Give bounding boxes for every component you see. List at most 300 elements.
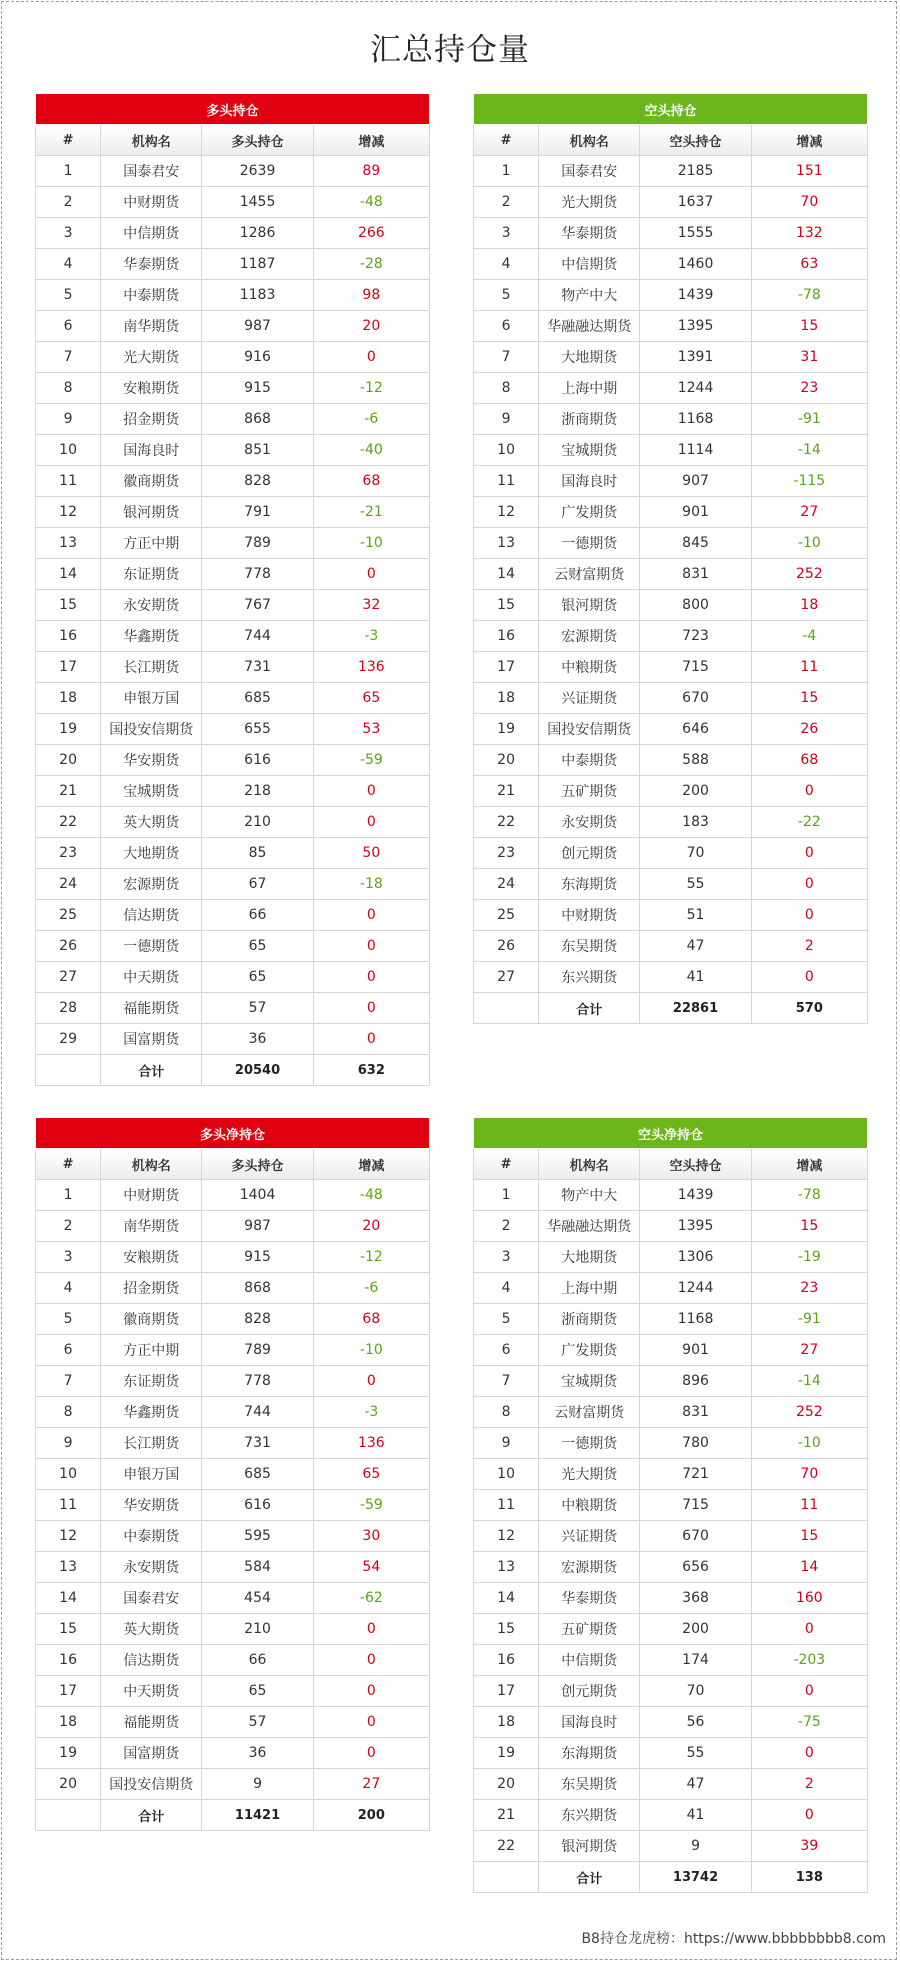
table-caption-row: [474, 94, 868, 125]
institution-cell: 大地期货: [539, 1242, 640, 1273]
change-cell: 70: [751, 187, 867, 218]
rank-cell: 18: [474, 1707, 539, 1738]
rank-cell: 23: [474, 838, 539, 869]
rank-cell: 20: [36, 1769, 101, 1800]
change-cell: 50: [313, 838, 429, 869]
institution-cell: 光大期货: [101, 342, 202, 373]
position-cell: 800: [640, 590, 751, 621]
total-row: [474, 1862, 868, 1893]
header-institution: 机构名: [101, 125, 202, 156]
rank-cell: 10: [474, 1459, 539, 1490]
position-cell: 218: [202, 776, 313, 807]
total-position: 20540: [202, 1055, 313, 1086]
table-row: [36, 1428, 430, 1459]
position-cell: 584: [202, 1552, 313, 1583]
total-change: 570: [751, 993, 867, 1024]
change-cell: 160: [751, 1583, 867, 1614]
institution-cell: 国投安信期货: [101, 1769, 202, 1800]
table-row: [474, 218, 868, 249]
table-caption-row: [36, 1118, 430, 1149]
position-cell: 454: [202, 1583, 313, 1614]
change-cell: -91: [751, 404, 867, 435]
change-cell: 0: [751, 869, 867, 900]
rank-cell: 21: [474, 776, 539, 807]
table-row: [474, 1242, 868, 1273]
institution-cell: 国泰君安: [101, 156, 202, 187]
position-cell: 66: [202, 900, 313, 931]
change-cell: -12: [313, 373, 429, 404]
institution-cell: 一德期货: [539, 1428, 640, 1459]
position-cell: 1555: [640, 218, 751, 249]
position-cell: 789: [202, 1335, 313, 1366]
table-row: [474, 1645, 868, 1676]
table-row: [474, 466, 868, 497]
position-cell: 65: [202, 962, 313, 993]
rank-cell: 17: [36, 652, 101, 683]
table-row: [36, 1242, 430, 1273]
rank-cell: 9: [36, 1428, 101, 1459]
change-cell: -12: [313, 1242, 429, 1273]
change-cell: 20: [313, 311, 429, 342]
table-caption: 空头净持仓: [474, 1118, 868, 1149]
rank-cell: 6: [474, 311, 539, 342]
table-row: [36, 1180, 430, 1211]
change-cell: 132: [751, 218, 867, 249]
change-cell: 0: [313, 559, 429, 590]
institution-cell: 华泰期货: [101, 249, 202, 280]
change-cell: -203: [751, 1645, 867, 1676]
change-cell: 68: [313, 466, 429, 497]
institution-cell: 大地期货: [539, 342, 640, 373]
institution-cell: 中天期货: [101, 962, 202, 993]
change-cell: 32: [313, 590, 429, 621]
rank-cell: 2: [36, 1211, 101, 1242]
position-cell: 901: [640, 1335, 751, 1366]
rank-cell: 4: [36, 1273, 101, 1304]
change-cell: -28: [313, 249, 429, 280]
position-cell: 1168: [640, 1304, 751, 1335]
institution-cell: 一德期货: [539, 528, 640, 559]
position-cell: 767: [202, 590, 313, 621]
change-cell: 23: [751, 373, 867, 404]
institution-cell: 宝城期货: [101, 776, 202, 807]
rank-cell: 22: [36, 807, 101, 838]
table-row: [36, 1707, 430, 1738]
institution-cell: 宏源期货: [101, 869, 202, 900]
institution-cell: 国海良时: [539, 466, 640, 497]
institution-cell: 中泰期货: [539, 745, 640, 776]
position-cell: 595: [202, 1521, 313, 1552]
table-caption-row: [36, 94, 430, 125]
change-cell: 70: [751, 1459, 867, 1490]
institution-cell: 招金期货: [101, 404, 202, 435]
table-row: [474, 1366, 868, 1397]
position-cell: 744: [202, 1397, 313, 1428]
change-cell: 0: [313, 900, 429, 931]
change-cell: 27: [751, 1335, 867, 1366]
table-row: [36, 962, 430, 993]
position-cell: 2185: [640, 156, 751, 187]
change-cell: -21: [313, 497, 429, 528]
position-cell: 731: [202, 652, 313, 683]
position-cell: 2639: [202, 156, 313, 187]
institution-cell: 华鑫期货: [101, 621, 202, 652]
change-cell: 0: [313, 776, 429, 807]
institution-cell: 上海中期: [539, 1273, 640, 1304]
change-cell: 26: [751, 714, 867, 745]
table-row: [474, 869, 868, 900]
total-row: [474, 993, 868, 1024]
position-cell: 65: [202, 1676, 313, 1707]
institution-cell: 中泰期货: [101, 280, 202, 311]
change-cell: -48: [313, 1180, 429, 1211]
institution-cell: 光大期货: [539, 187, 640, 218]
rank-cell: 7: [474, 342, 539, 373]
position-cell: 685: [202, 683, 313, 714]
change-cell: 0: [313, 962, 429, 993]
table-row: [36, 869, 430, 900]
position-cell: 1395: [640, 311, 751, 342]
change-cell: 0: [313, 1676, 429, 1707]
position-cell: 868: [202, 1273, 313, 1304]
change-cell: -14: [751, 1366, 867, 1397]
position-cell: 368: [640, 1583, 751, 1614]
institution-cell: 福能期货: [101, 1707, 202, 1738]
institution-cell: 物产中大: [539, 1180, 640, 1211]
change-cell: -91: [751, 1304, 867, 1335]
table-row: [36, 1211, 430, 1242]
institution-cell: 中粮期货: [539, 652, 640, 683]
total-position: 13742: [640, 1862, 751, 1893]
institution-cell: 创元期货: [539, 1676, 640, 1707]
rank-cell: 4: [474, 249, 539, 280]
institution-cell: 信达期货: [101, 900, 202, 931]
total-empty-cell: [474, 1862, 539, 1893]
change-cell: 23: [751, 1273, 867, 1304]
rank-cell: 23: [36, 838, 101, 869]
change-cell: 27: [313, 1769, 429, 1800]
change-cell: -75: [751, 1707, 867, 1738]
table-row: [36, 404, 430, 435]
position-cell: 1455: [202, 187, 313, 218]
change-cell: 252: [751, 559, 867, 590]
table-row: [474, 1552, 868, 1583]
table-row: [474, 931, 868, 962]
table-row: [474, 1304, 868, 1335]
institution-cell: 创元期货: [539, 838, 640, 869]
position-cell: 646: [640, 714, 751, 745]
total-empty-cell: [36, 1055, 101, 1086]
rank-cell: 20: [36, 745, 101, 776]
rank-cell: 19: [36, 714, 101, 745]
institution-cell: 兴证期货: [539, 1521, 640, 1552]
table-header-row: [474, 1149, 868, 1180]
institution-cell: 国投安信期货: [539, 714, 640, 745]
table-caption: 多头净持仓: [36, 1118, 430, 1149]
institution-cell: 南华期货: [101, 1211, 202, 1242]
change-cell: 63: [751, 249, 867, 280]
position-cell: 868: [202, 404, 313, 435]
change-cell: 0: [751, 1800, 867, 1831]
position-cell: 588: [640, 745, 751, 776]
institution-cell: 国海良时: [539, 1707, 640, 1738]
institution-cell: 广发期货: [539, 1335, 640, 1366]
change-cell: 0: [751, 1676, 867, 1707]
rank-cell: 15: [36, 1614, 101, 1645]
institution-cell: 浙商期货: [539, 404, 640, 435]
position-cell: 36: [202, 1024, 313, 1055]
rank-cell: 27: [474, 962, 539, 993]
table-row: [36, 1521, 430, 1552]
change-cell: 0: [751, 838, 867, 869]
rank-cell: 7: [36, 342, 101, 373]
total-row: [36, 1055, 430, 1086]
table-row: [474, 156, 868, 187]
position-cell: 828: [202, 466, 313, 497]
institution-cell: 中天期货: [101, 1676, 202, 1707]
position-cell: 85: [202, 838, 313, 869]
institution-cell: 云财富期货: [539, 559, 640, 590]
rank-cell: 27: [36, 962, 101, 993]
rank-cell: 25: [36, 900, 101, 931]
institution-cell: 国海良时: [101, 435, 202, 466]
change-cell: -14: [751, 435, 867, 466]
table-row: [474, 900, 868, 931]
change-cell: 68: [313, 1304, 429, 1335]
rank-cell: 14: [474, 1583, 539, 1614]
position-cell: 1391: [640, 342, 751, 373]
table-caption: 空头持仓: [474, 94, 868, 125]
institution-cell: 银河期货: [539, 590, 640, 621]
rank-cell: 11: [474, 1490, 539, 1521]
rank-cell: 8: [36, 373, 101, 404]
total-row: [36, 1800, 430, 1831]
rank-cell: 19: [36, 1738, 101, 1769]
institution-cell: 华融融达期货: [539, 1211, 640, 1242]
institution-cell: 五矿期货: [539, 1614, 640, 1645]
rank-cell: 12: [474, 497, 539, 528]
rank-cell: 3: [474, 1242, 539, 1273]
institution-cell: 英大期货: [101, 1614, 202, 1645]
rank-cell: 19: [474, 1738, 539, 1769]
rank-cell: 11: [36, 1490, 101, 1521]
institution-cell: 国泰君安: [101, 1583, 202, 1614]
position-cell: 65: [202, 931, 313, 962]
table-row: [474, 776, 868, 807]
header-change: 增减: [751, 125, 867, 156]
rank-cell: 18: [36, 683, 101, 714]
table-row: [474, 559, 868, 590]
change-cell: -18: [313, 869, 429, 900]
table-row: [474, 435, 868, 466]
rank-cell: 16: [36, 1645, 101, 1676]
position-cell: 896: [640, 1366, 751, 1397]
rank-cell: 21: [474, 1800, 539, 1831]
page-frame: [1, 1, 897, 1960]
change-cell: 15: [751, 1211, 867, 1242]
institution-cell: 福能期货: [101, 993, 202, 1024]
table-row: [36, 249, 430, 280]
table-row: [36, 1397, 430, 1428]
header-position: 空头持仓: [640, 1149, 751, 1180]
table-row: [474, 621, 868, 652]
institution-cell: 东证期货: [101, 559, 202, 590]
institution-cell: 安粮期货: [101, 1242, 202, 1273]
institution-cell: 中财期货: [101, 187, 202, 218]
position-cell: 1244: [640, 373, 751, 404]
position-cell: 901: [640, 497, 751, 528]
table-row: [36, 466, 430, 497]
rank-cell: 9: [474, 1428, 539, 1459]
position-cell: 778: [202, 1366, 313, 1397]
table-row: [474, 528, 868, 559]
rank-cell: 14: [36, 1583, 101, 1614]
rank-cell: 13: [36, 1552, 101, 1583]
change-cell: 266: [313, 218, 429, 249]
position-cell: 721: [640, 1459, 751, 1490]
change-cell: 54: [313, 1552, 429, 1583]
change-cell: -10: [313, 1335, 429, 1366]
change-cell: 11: [751, 1490, 867, 1521]
institution-cell: 上海中期: [539, 373, 640, 404]
total-label: 合计: [539, 993, 640, 1024]
institution-cell: 申银万国: [101, 683, 202, 714]
position-cell: 1114: [640, 435, 751, 466]
table-row: [36, 838, 430, 869]
institution-cell: 英大期货: [101, 807, 202, 838]
position-cell: 907: [640, 466, 751, 497]
table-row: [474, 807, 868, 838]
rank-cell: 8: [474, 1397, 539, 1428]
institution-cell: 徽商期货: [101, 466, 202, 497]
table-row: [474, 1800, 868, 1831]
rank-cell: 7: [474, 1366, 539, 1397]
table-row: [474, 1521, 868, 1552]
institution-cell: 永安期货: [101, 1552, 202, 1583]
change-cell: 0: [313, 1738, 429, 1769]
table-row: [474, 1707, 868, 1738]
institution-cell: 中财期货: [539, 900, 640, 931]
header-position: 多头持仓: [202, 1149, 313, 1180]
change-cell: -62: [313, 1583, 429, 1614]
institution-cell: 华泰期货: [539, 218, 640, 249]
institution-cell: 方正中期: [101, 1335, 202, 1366]
table-row: [36, 1769, 430, 1800]
rank-cell: 16: [36, 621, 101, 652]
position-cell: 41: [640, 962, 751, 993]
change-cell: 252: [751, 1397, 867, 1428]
table-row: [474, 373, 868, 404]
rank-cell: 9: [474, 404, 539, 435]
institution-cell: 宏源期货: [539, 621, 640, 652]
change-cell: 0: [313, 1614, 429, 1645]
position-cell: 70: [640, 1676, 751, 1707]
rank-cell: 18: [474, 683, 539, 714]
institution-cell: 中泰期货: [101, 1521, 202, 1552]
table-row: [36, 497, 430, 528]
table-caption-row: [474, 1118, 868, 1149]
position-cell: 791: [202, 497, 313, 528]
change-cell: -10: [751, 528, 867, 559]
change-cell: 31: [751, 342, 867, 373]
table-row: [474, 1335, 868, 1366]
rank-cell: 17: [36, 1676, 101, 1707]
table-header-row: [36, 125, 430, 156]
table-row: [474, 1180, 868, 1211]
position-cell: 183: [640, 807, 751, 838]
table-row: [36, 900, 430, 931]
position-cell: 57: [202, 993, 313, 1024]
institution-cell: 方正中期: [101, 528, 202, 559]
total-label: 合计: [101, 1800, 202, 1831]
change-cell: -78: [751, 280, 867, 311]
change-cell: -6: [313, 1273, 429, 1304]
institution-cell: 东海期货: [539, 869, 640, 900]
institution-cell: 信达期货: [101, 1645, 202, 1676]
rank-cell: 15: [474, 1614, 539, 1645]
rank-cell: 5: [36, 280, 101, 311]
position-cell: 915: [202, 373, 313, 404]
change-cell: 89: [313, 156, 429, 187]
institution-cell: 长江期货: [101, 652, 202, 683]
change-cell: 136: [313, 1428, 429, 1459]
change-cell: 30: [313, 1521, 429, 1552]
position-cell: 831: [640, 1397, 751, 1428]
table-row: [474, 187, 868, 218]
position-cell: 1637: [640, 187, 751, 218]
position-cell: 56: [640, 1707, 751, 1738]
rank-cell: 26: [36, 931, 101, 962]
change-cell: 65: [313, 683, 429, 714]
rank-cell: 26: [474, 931, 539, 962]
rank-cell: 24: [474, 869, 539, 900]
header-index: #: [36, 125, 101, 156]
page-title: 汇总持仓量: [370, 32, 530, 68]
change-cell: -3: [313, 1397, 429, 1428]
change-cell: -10: [751, 1428, 867, 1459]
change-cell: 0: [751, 962, 867, 993]
institution-cell: 中信期货: [101, 218, 202, 249]
change-cell: 20: [313, 1211, 429, 1242]
position-cell: 55: [640, 869, 751, 900]
institution-cell: 申银万国: [101, 1459, 202, 1490]
position-cell: 789: [202, 528, 313, 559]
position-cell: 210: [202, 807, 313, 838]
change-cell: -6: [313, 404, 429, 435]
change-cell: -4: [751, 621, 867, 652]
total-change: 200: [313, 1800, 429, 1831]
long-positions-table: [35, 93, 430, 1086]
net-short-positions-table: [473, 1117, 868, 1893]
rank-cell: 11: [36, 466, 101, 497]
rank-cell: 29: [36, 1024, 101, 1055]
table-row: [36, 373, 430, 404]
table-row: [474, 497, 868, 528]
total-change: 138: [751, 1862, 867, 1893]
rank-cell: 9: [36, 404, 101, 435]
rank-cell: 1: [36, 1180, 101, 1211]
change-cell: 53: [313, 714, 429, 745]
table-row: [474, 1769, 868, 1800]
position-cell: 670: [640, 1521, 751, 1552]
net-long-positions-table: [35, 1117, 430, 1831]
header-index: #: [474, 1149, 539, 1180]
institution-cell: 东吴期货: [539, 1769, 640, 1800]
table-row: [474, 249, 868, 280]
change-cell: 15: [751, 1521, 867, 1552]
table-row: [36, 1024, 430, 1055]
table-row: [474, 1459, 868, 1490]
